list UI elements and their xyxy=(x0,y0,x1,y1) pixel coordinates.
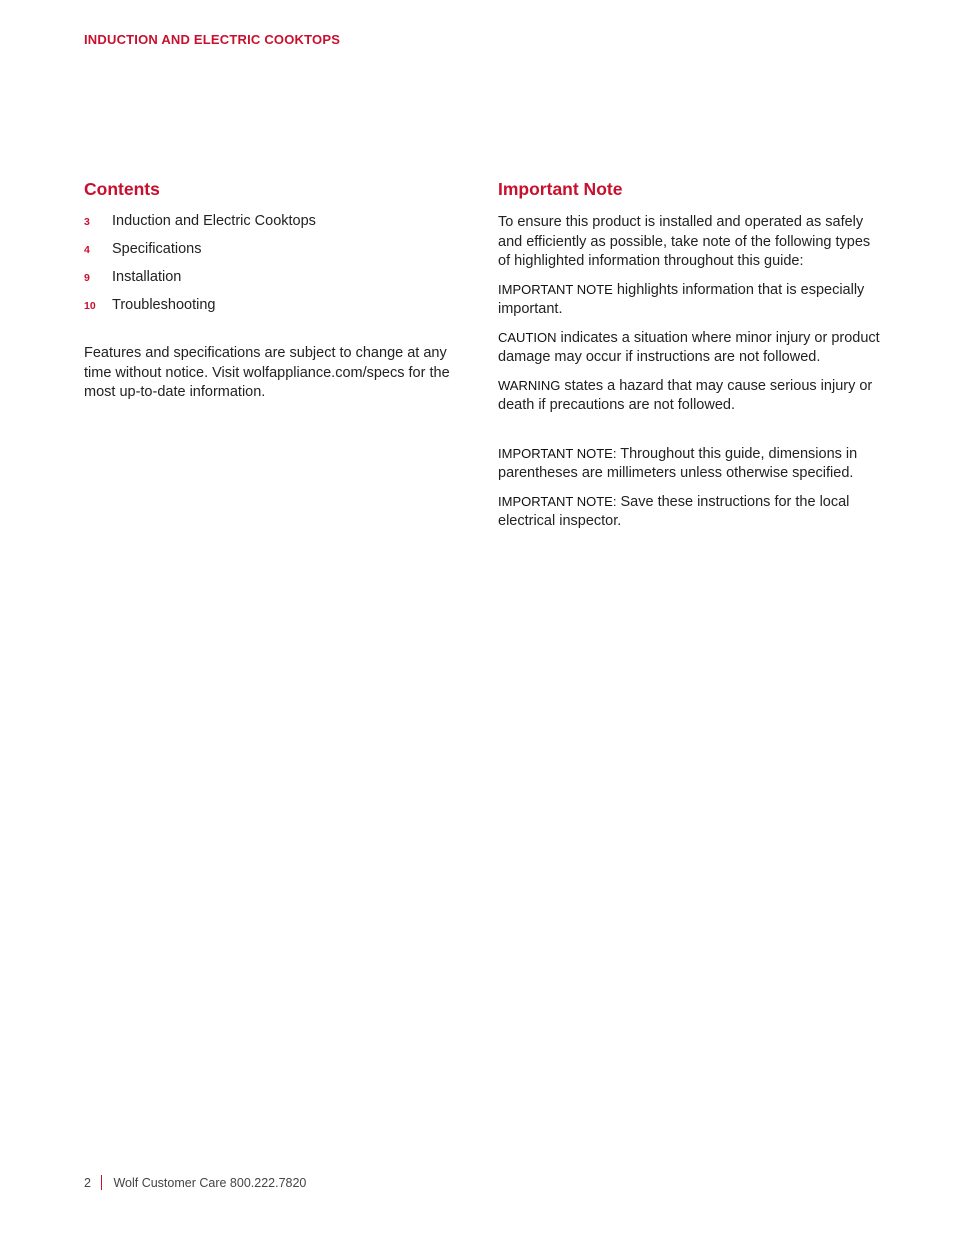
contents-item[interactable] xyxy=(84,241,454,269)
contents-item[interactable] xyxy=(84,213,454,241)
contents-list xyxy=(84,213,454,325)
contents-title: Contents xyxy=(84,179,160,199)
contents-item[interactable] xyxy=(84,269,454,297)
note-type-label: CAUTION xyxy=(498,329,557,345)
note-type-label: WARNING xyxy=(498,377,561,393)
contents-item-page: 4 xyxy=(84,244,90,256)
section-spacer xyxy=(498,424,883,444)
contents-item[interactable] xyxy=(84,297,454,325)
contents-item-page: 10 xyxy=(84,300,96,312)
contents-section xyxy=(84,178,454,417)
important-note-intro: To ensure this product is installed and operated as safely and efficiently as possible, take note of the following types of highlighted information throughout this guide: xyxy=(498,214,871,269)
note-type-warning xyxy=(498,376,883,416)
important-note-dimensions xyxy=(498,444,883,484)
note-type-text: highlights information that is especially important. xyxy=(498,281,865,317)
contents-item-label: Specifications xyxy=(112,241,202,257)
contents-item-label: Induction and Electric Cooktops xyxy=(112,213,316,229)
important-note-section xyxy=(498,178,883,540)
page-header-title: INDUCTION AND ELECTRIC COOKTOPS xyxy=(84,32,341,47)
note-type-caution xyxy=(498,328,883,368)
footer-divider xyxy=(101,1175,103,1190)
note-text: Throughout this guide, dimensions in parentheses are millimeters unless otherwise specified. xyxy=(498,445,858,481)
note-text: Save these instructions for the local electrical inspector. xyxy=(498,493,850,529)
contents-item-page: 3 xyxy=(84,216,90,228)
contents-item-page: 9 xyxy=(84,272,90,284)
page-footer xyxy=(84,1175,306,1190)
features-disclaimer: Features and specifications are subject to change at any time without notice. Visit wolfappliance.com/specs for the most up-to-date information. xyxy=(84,345,450,400)
page-number: 2 xyxy=(84,1175,91,1190)
note-type-text: indicates a situation where minor injury or product damage may occur if instructions are not followed. xyxy=(498,329,880,365)
important-note-title: Important Note xyxy=(498,179,623,199)
note-label: IMPORTANT NOTE: xyxy=(498,493,617,509)
note-type-label: IMPORTANT NOTE xyxy=(498,281,613,297)
important-note-save-instructions xyxy=(498,492,883,532)
note-label: IMPORTANT NOTE: xyxy=(498,445,617,461)
contents-item-label: Troubleshooting xyxy=(112,297,216,313)
note-type-text: states a hazard that may cause serious injury or death if precautions are not followed. xyxy=(498,377,873,413)
note-type-important xyxy=(498,280,883,320)
contents-item-label: Installation xyxy=(112,269,182,285)
footer-customer-care: Wolf Customer Care 800.222.7820 xyxy=(113,1175,307,1190)
